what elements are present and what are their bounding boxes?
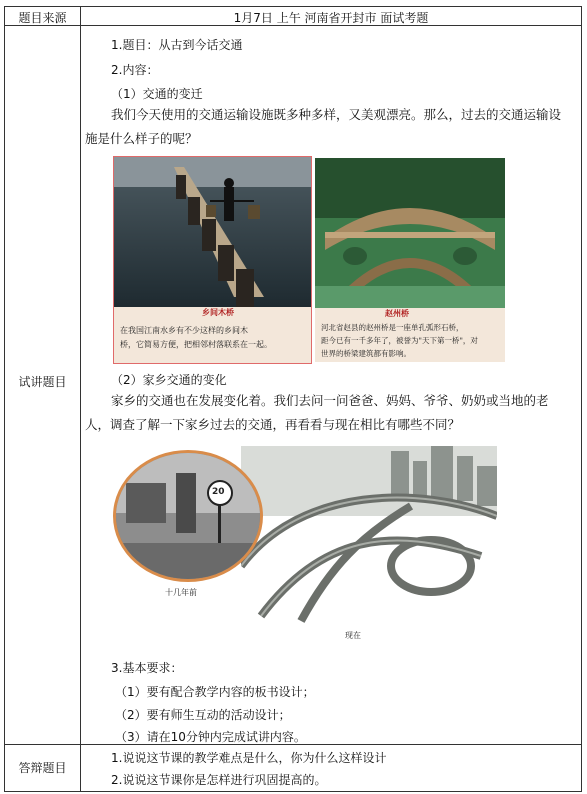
wooden-bridge-photo (113, 156, 312, 364)
interchange-photo (241, 446, 497, 626)
trial-content (81, 26, 581, 743)
section1-heading: （1）交通的变迁 (111, 87, 203, 101)
topic-title: 1.题目：从古到今话交通 (111, 38, 243, 52)
defense-question-2: 2.说说这节课你是怎样进行巩固提高的。 (111, 773, 327, 787)
bridge2-caption-title: 赵州桥 (385, 308, 409, 318)
exam-table (4, 6, 582, 792)
speed-sign-text: 20 (212, 487, 225, 497)
header-source-label: 题目来源 (18, 11, 67, 25)
bridge2-caption-line2: 距今已有一千多年了，被誉为"天下第一桥"，对 (321, 336, 478, 345)
defense-content (81, 745, 581, 791)
zhaozhou-bridge-photo (315, 158, 505, 362)
defense-topic-label: 答辩题目 (18, 761, 67, 775)
trial-topic-label: 试讲题目 (18, 375, 67, 389)
requirement-2: （2）要有师生互动的活动设计； (115, 708, 291, 722)
section2-heading: （2）家乡交通的变化 (111, 373, 227, 387)
bridge1-caption-title: 乡间木桥 (202, 307, 234, 317)
requirement-1: （1）要有配合教学内容的板书设计； (115, 685, 315, 699)
header-title: 1月7日 上午 河南省开封市 面试考题 (233, 11, 429, 25)
bridge2-caption-line3: 世界的桥梁建筑都有影响。 (321, 349, 411, 358)
old-street-caption: 十几年前 (165, 588, 197, 597)
old-street-photo (113, 450, 263, 582)
section2-paragraph: 家乡的交通也在发展变化着。我们去问一问爸爸、妈妈、爷爷、奶奶或当地的老人，调查了解一下家乡过去的交通，再看看与现在相比有哪些不同？ (85, 393, 549, 432)
section1-paragraph: 我们今天使用的交通运输设施既多种多样，又美观漂亮。那么，过去的交通运输设施是什么样子的呢？ (85, 107, 562, 146)
bridge1-caption-line2: 桥，它简易方便，把相邻村落联系在一起。 (120, 340, 272, 349)
requirement-3: （3）请在10分钟内完成试讲内容。 (115, 730, 306, 744)
bridge2-caption-line1: 河北省赵县的赵州桥是一座单孔弧形石桥， (321, 323, 464, 332)
defense-question-1: 1.说说这节课的教学难点是什么，你为什么这样设计 (111, 751, 387, 765)
bridge1-caption-line1: 在我国江南水乡有不少这样的乡间木 (120, 326, 248, 335)
content-label: 2.内容： (111, 63, 159, 77)
interchange-caption: 现在 (345, 631, 361, 640)
requirements-title: 3.基本要求： (111, 661, 183, 675)
